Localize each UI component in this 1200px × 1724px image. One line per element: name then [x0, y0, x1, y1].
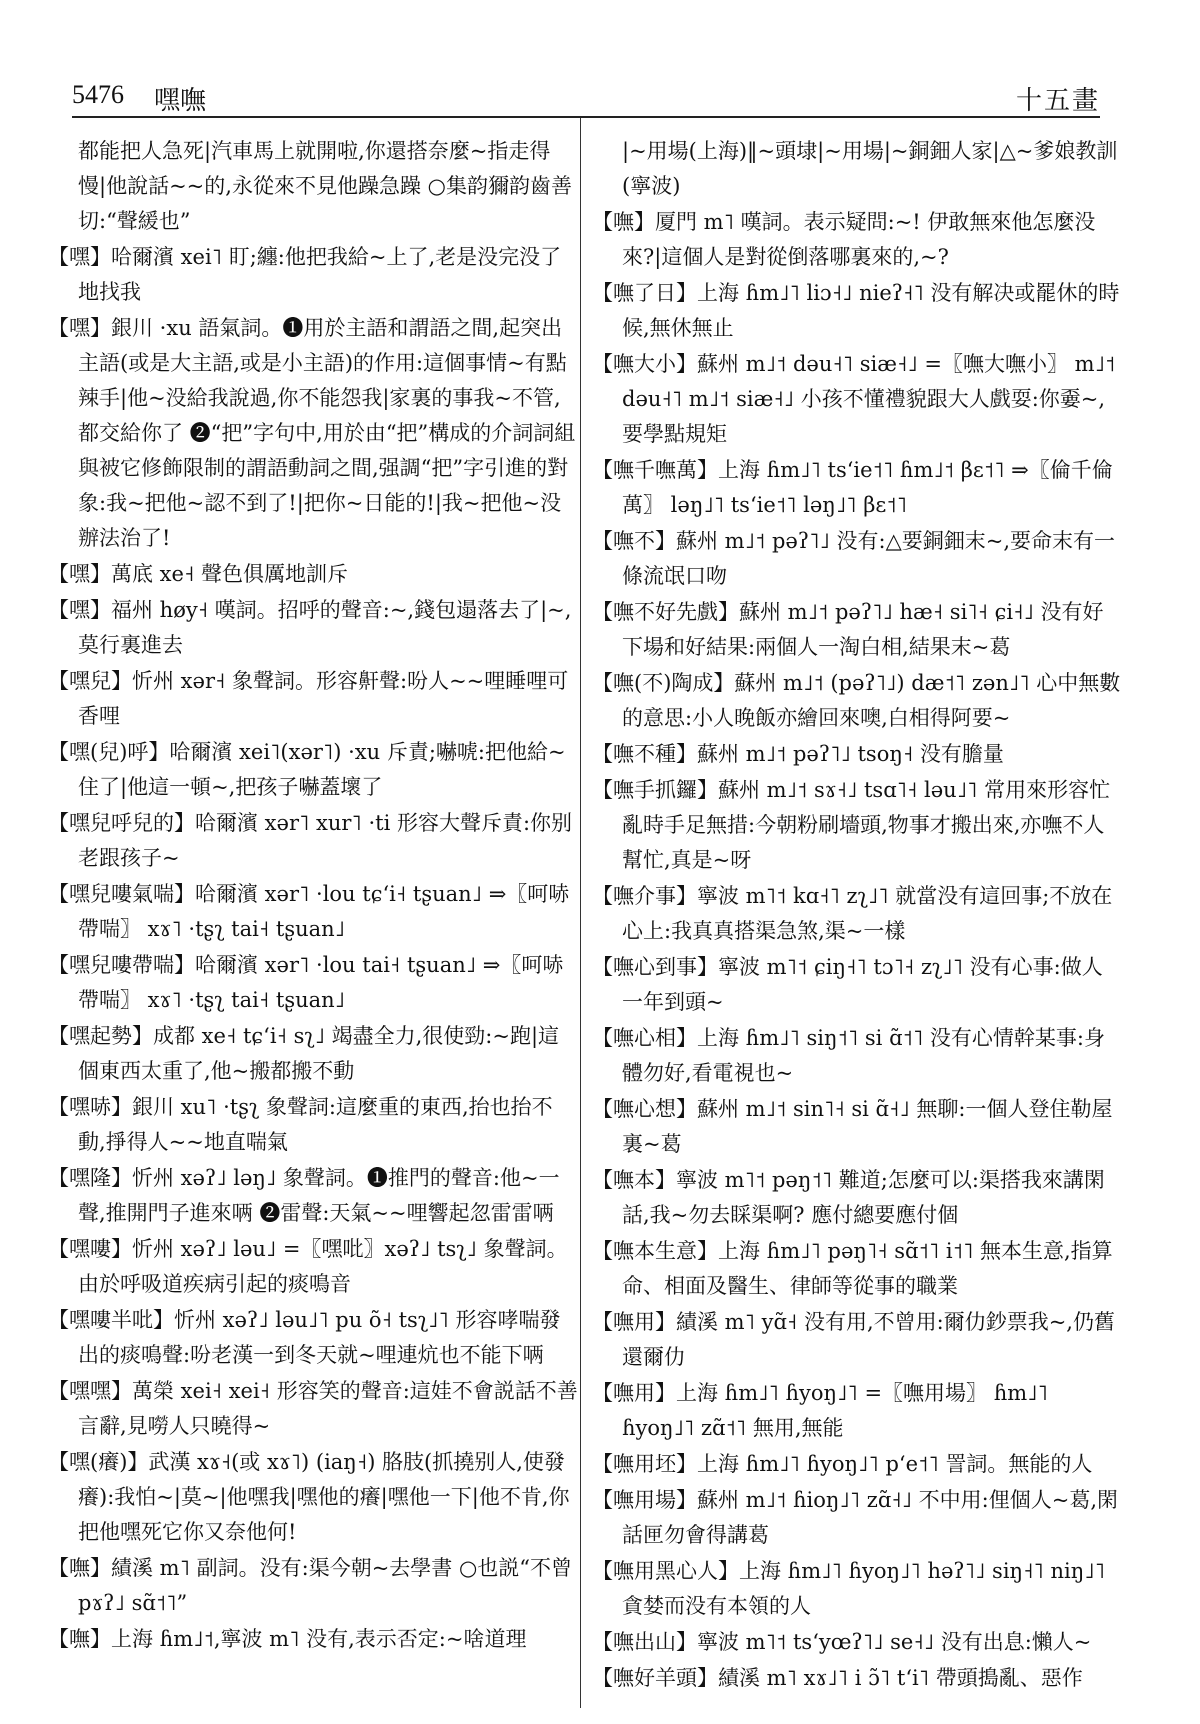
dictionary-entry: 【嘿】福州 høy˧ 嘆詞。招呼的聲音:~,錢包遢落去了|~,莫行裏進去 [48, 598, 572, 657]
right-column [592, 134, 1122, 1704]
column-divider [580, 118, 581, 1708]
stroke-section-label: 十五畫 [1015, 86, 1100, 116]
dictionary-entry: 【嘿(兒)呼】哈爾濱 xei˥(xər˥) ·xu 斥責;嚇唬:把他給~住了|他這一頓~,把孩子嚇蓋壞了 [48, 740, 566, 799]
dictionary-entry: 【嘸用坯】上海 ɦm˩˥ ɦyoŋ˩˥ pʻe˦˥ 詈詞。無能的人 [592, 1452, 1093, 1476]
page-number: 5476 [72, 80, 124, 109]
dictionary-entry: 都能把人急死|汽車馬上就開啦,你還搭奈麼~指走得慢|他說話~~的,永從來不見他躁急躁 ○集韵獮韵齒善切:“聲緩也” [78, 139, 572, 233]
dictionary-entry: 【嘿兒呼兒的】哈爾濱 xər˥ xur˥ ·ti 形容大聲斥責:你别老跟孩子~ [48, 811, 573, 870]
dictionary-entry: 【嘸手抓鑼】蘇州 m˩˦ sɤ˧˩ tsɑ˥˧ ləu˩˥ 常用來形容忙亂時手足無措:今朝粉刷墻頭,物事才搬出來,亦嘸不人幫忙,真是~呀 [592, 778, 1111, 872]
dictionary-entry: 【嘿兒嘍氣喘】哈爾濱 xər˥ ·lou tɕʻi˧ tʂuan˩ ⇒〖呵哧帶喘〗 xɤ˥ ·tʂʅ tai˧ tʂuan˩ [48, 882, 570, 941]
dictionary-entry: 【嘸介事】寧波 m˥˦ kɑ˧˥ zʅ˩˥ 就當没有這回事;不放在心上:我真真搭渠急煞,渠~一樣 [592, 884, 1113, 943]
dictionary-entry: 【嘸心到事】寧波 m˥˦ ɕiŋ˧˥ tɔ˥˧ zʅ˩˥ 没有心事:做人一年到頭~ [592, 955, 1103, 1014]
left-column [48, 134, 578, 1704]
dictionary-entry: 【嘸本生意】上海 ɦm˩˥ pəŋ˥˧ sɑ̃˦˥ i˦˥ 無本生意,指算命、相面及醫生、律師等從事的職業 [592, 1239, 1113, 1298]
dictionary-entry: 【嘿(癢)】武漢 xɤ˧(或 xɤ˥) (iaŋ˧) 胳肢(抓撓别人,使發癢):我怕~|莫~|他嘿我|嘿他的癢|嘿他一下|他不肯,你把他嘿死它你又奈他何! [48, 1450, 570, 1544]
dictionary-entry: 【嘿嘿】萬榮 xei˧ xei˧ 形容笑的聲音:這娃不會説話不善言辭,見嘮人只曉得~ [48, 1379, 578, 1438]
dictionary-entry: 【嘿】萬底 xe˧ 聲色俱厲地訓斥 [48, 562, 348, 586]
dictionary-entry: 【嘸不種】蘇州 m˩˦ pəʔ˥˩ tsoŋ˧ 没有膽量 [592, 742, 1004, 766]
dictionary-entry: 【嘿嘍】忻州 xəʔ˩ ləu˩ =〖嘿吡〗xəʔ˩ tsʅ˩ 象聲詞。由於呼吸道疾病引起的痰鳴音 [48, 1237, 568, 1296]
dictionary-entry: 【嘸出山】寧波 m˥˦ tsʻyœʔ˥˩ se˧˩ 没有出息:懶人~ [592, 1630, 1092, 1654]
dictionary-entry: 【嘿起勢】成都 xe˧ tɕʻi˧ sʅ˩ 竭盡全力,很使勁:~跑|這個東西太重了,他~搬都搬不動 [48, 1024, 560, 1083]
dictionary-entry: 【嘸】績溪 m˥ 副詞。没有:渠今朝~去學書 ○也説“不曾 pɤʔ˩ sɑ̃˦˥” [48, 1556, 573, 1615]
dictionary-entry: 【嘸不好先戲】蘇州 m˩˦ pəʔ˥˩ hæ˧ si˥˧ ɕi˧˩ 没有好下場和好結果:兩個人一淘白相,結果末~葛 [592, 600, 1104, 659]
dictionary-entry: 【嘸心相】上海 ɦm˩˥ siŋ˦˥ si ɑ̃˦˥ 没有心情幹某事:身體勿好,看電視也~ [592, 1026, 1105, 1085]
dictionary-entry: 【嘸用黑心人】上海 ɦm˩˥ ɦyoŋ˩˥ həʔ˥˩ siŋ˧˥ niŋ˩˥ 貪婪而没有本領的人 [592, 1559, 1105, 1618]
dictionary-entry: 【嘸(不)陶成】蘇州 m˩˦ (pəʔ˥˩) dæ˦˥ zən˩˥ 心中無數的意思:小人晚飯亦繪回來噢,白相得阿要~ [592, 671, 1121, 730]
dictionary-entry: 【嘸了日】上海 ɦm˩˥ liɔ˧˩ nieʔ˧˥ 没有解决或罷休的時候,無休無止 [592, 281, 1120, 340]
running-head: 嘿嘸 [154, 86, 207, 116]
dictionary-entry: |~用場(上海)‖~頭埭|~用場|~銅鈿人家|△~爹娘教訓(寧波) [622, 139, 1118, 198]
dictionary-entry: 【嘸不】蘇州 m˩˦ pəʔ˥˩ 没有:△要銅鈿末~,要命末有一條流氓口吻 [592, 529, 1115, 588]
dictionary-entry: 【嘿兒】忻州 xər˧ 象聲詞。形容鼾聲:吩人~~哩睡哩可香哩 [48, 669, 569, 728]
dictionary-entry: 【嘸用】績溪 m˥ yɑ̃˧ 没有用,不曾用:爾仂鈔票我~,仍舊還爾仂 [592, 1310, 1115, 1369]
dictionary-entry: 【嘸本】寧波 m˥˦ pəŋ˦˥ 難道;怎麼可以:渠搭我來講閑話,我~勿去睬渠啊? 應付總要應付個 [592, 1168, 1105, 1227]
dictionary-entry: 【嘿嘍半吡】忻州 xəʔ˩ ləu˩˥ pu õ˧ tsʅ˩˥ 形容哮喘發出的痰鳴聲:吩老漢一到冬天就~哩連炕也不能下唡 [48, 1308, 561, 1367]
dictionary-entry: 【嘸千嘸萬】上海 ɦm˩˥ tsʻie˦˥ ɦm˩˦ βɛ˦˥ ⇒〖倫千倫萬〗 ləŋ˩˥ tsʻie˦˥ ləŋ˩˥ βɛ˦˥ [592, 458, 1113, 517]
dictionary-entry: 【嘸好羊頭】績溪 m˥ xɤ˩˥ i ɔ̃˥ tʻi˥ 帶頭搗亂、惡作 [592, 1666, 1083, 1690]
dictionary-entry: 【嘿哧】銀川 xu˥ ·tʂʅ 象聲詞:這麼重的東西,抬也抬不動,掙得人~~地直喘氣 [48, 1095, 553, 1154]
dictionary-entry: 【嘿】銀川 ·xu 語氣詞。❶用於主語和謂語之間,起突出主語(或是大主語,或是小主語)的作用:這個事情~有點辣手|他~没給我說過,你不能怨我|家裏的事我~不管,都交給你了 ❷“把”字句中,用於由“把”構成的介詞詞組與被它修飾限制的謂語動詞之間,强調“把”字引進的對象:我~把他~認不到了!|把你~日能的!|我~把他~没辦法治了! [48, 316, 576, 550]
dictionary-entry: 【嘸心想】蘇州 m˩˦ sin˥˧ si ɑ̃˧˩ 無聊:一個人登住勒屋裏~葛 [592, 1097, 1113, 1156]
dictionary-entry: 【嘿隆】忻州 xəʔ˩ ləŋ˩ 象聲詞。❶推門的聲音:他~一聲,推開門子進來唡 ❷雷聲:天氣~~哩響起忽雷雷唡 [48, 1166, 560, 1225]
dictionary-entry: 【嘸用】上海 ɦm˩˥ ɦyoŋ˩˥ =〖嘸用場〗 ɦm˩˥ ɦyoŋ˩˥ zɑ̃˦˥ 無用,無能 [592, 1381, 1048, 1440]
dictionary-entry: 【嘸】厦門 m˥ 嘆詞。表示疑問:~! 伊敢無來他怎麼没來?|這個人是對從倒落哪裏來的,~? [592, 210, 1096, 269]
dictionary-entry: 【嘿兒嘍帶喘】哈爾濱 xər˥ ·lou tai˧ tʂuan˩ ⇒〖呵哧帶喘〗 xɤ˥ ·tʂʅ tai˧ tʂuan˩ [48, 953, 564, 1012]
dictionary-entry: 【嘸】上海 ɦm˩˦,寧波 m˥ 没有,表示否定:~啥道理 [48, 1627, 527, 1651]
page-header [72, 60, 1100, 118]
dictionary-entry: 【嘿】哈爾濱 xei˥ 盯;纏:他把我給~上了,老是没完没了地找我 [48, 245, 562, 304]
dictionary-entry: 【嘸用場】蘇州 m˩˦ ɦioŋ˩˥ zɑ̃˧˩ 不中用:俚個人~葛,閑話匣勿會得講葛 [592, 1488, 1119, 1547]
dictionary-entry: 【嘸大小】蘇州 m˩˦ dəu˧˥ siæ˧˩ =〖嘸大嘸小〗 m˩˦ dəu˧˥ m˩˦ siæ˧˩ 小孩不懂禮貌跟大人戲耍:你嫑~,要學點規矩 [592, 352, 1116, 446]
